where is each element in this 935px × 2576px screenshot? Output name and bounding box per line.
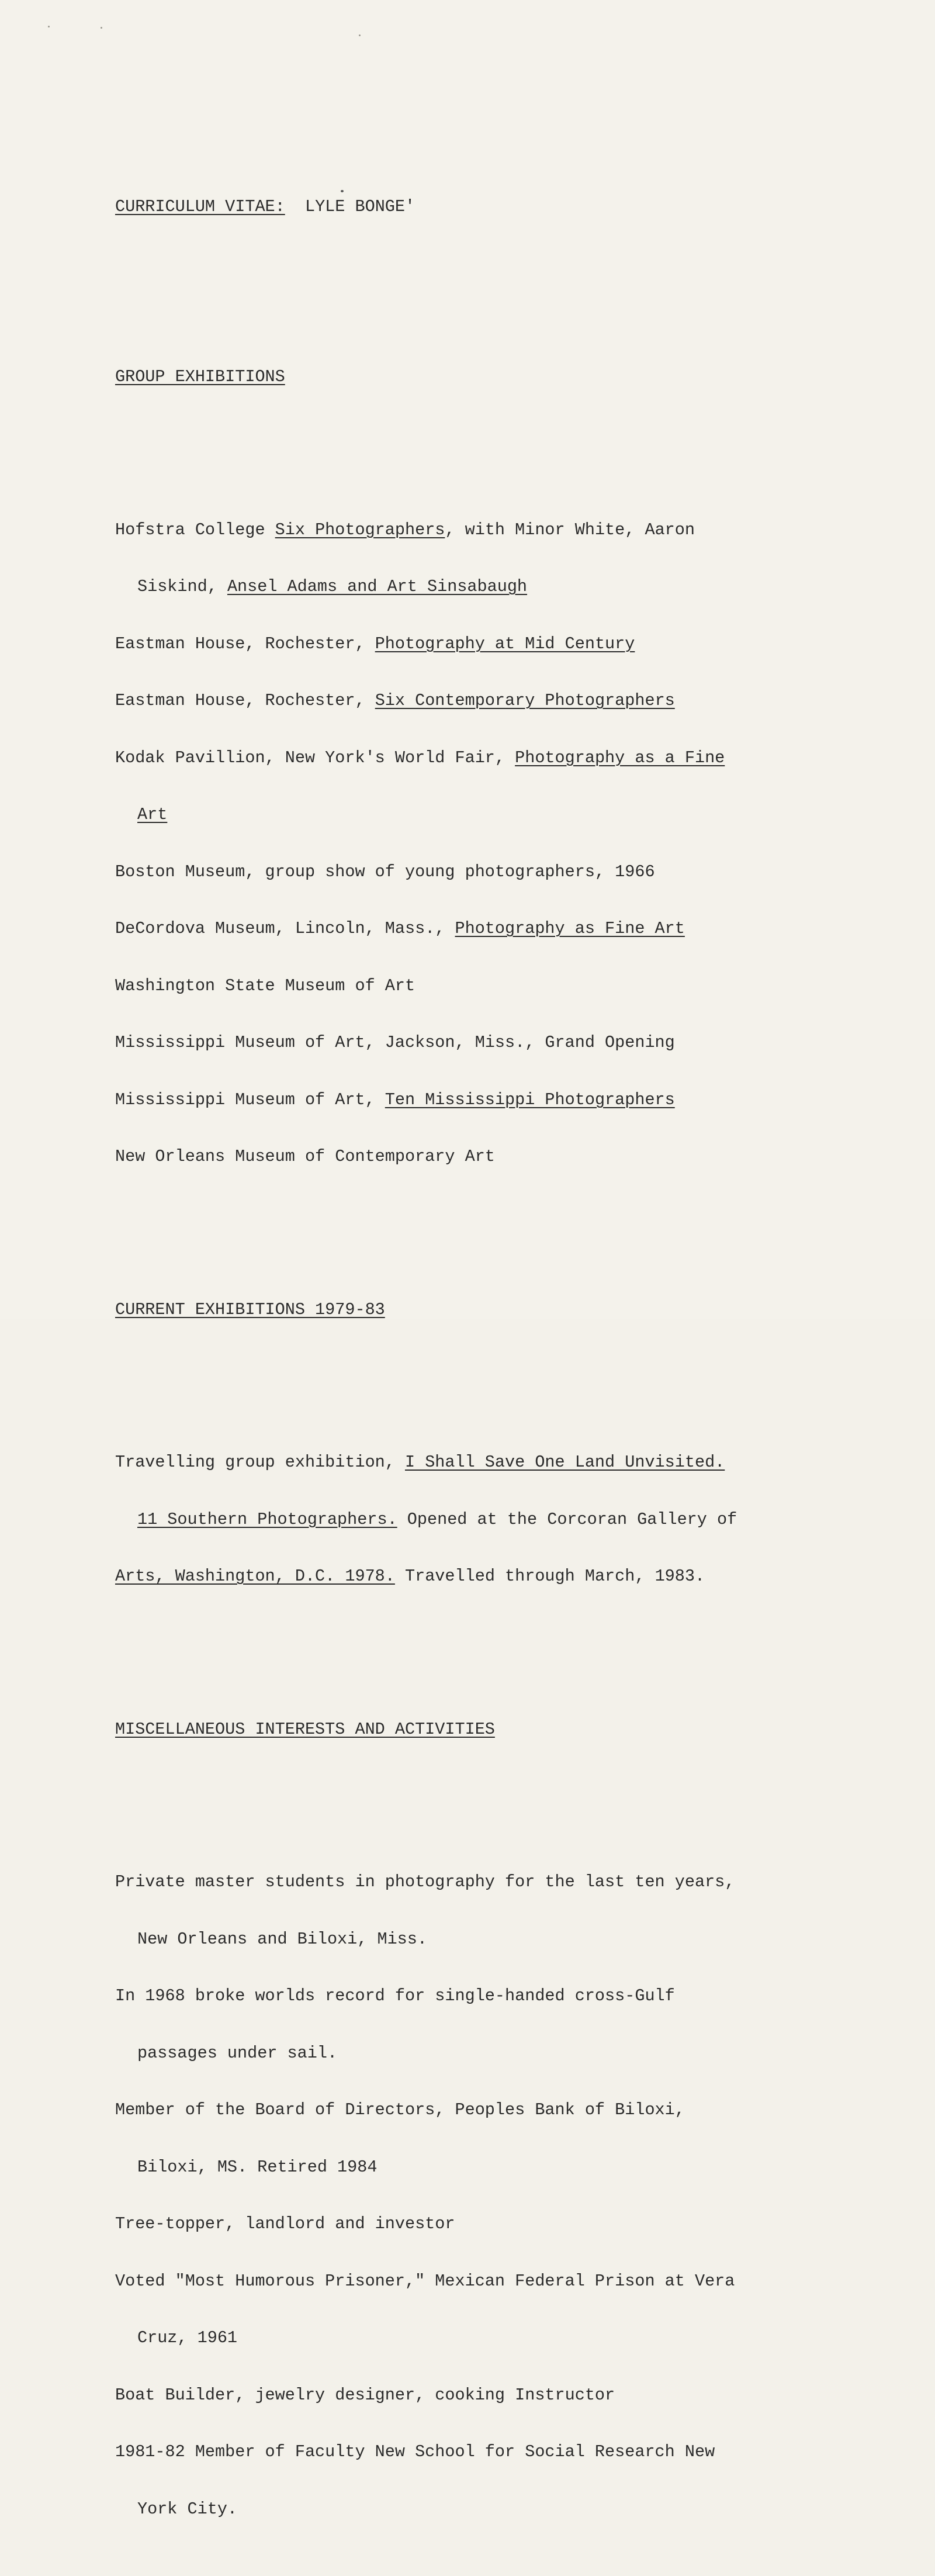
list-item: In 1968 broke worlds record for single-handed cross-Gulf bbox=[115, 1986, 675, 2006]
list-item bbox=[115, 1147, 875, 1167]
item-title: Art bbox=[137, 805, 168, 824]
spacer bbox=[115, 1223, 875, 1243]
cv-title-label: CURRICULUM VITAE: bbox=[115, 196, 285, 216]
item-title: Ten Mississippi Photographers bbox=[385, 1090, 675, 1109]
item-text: Mississippi Museum of Art, bbox=[115, 1090, 385, 1109]
list-item bbox=[115, 691, 875, 711]
list-item: York City. bbox=[137, 2499, 238, 2519]
current-exhibitions-heading bbox=[115, 1301, 875, 1320]
item-title: 11 Southern Photographers. bbox=[137, 1509, 397, 1529]
list-item bbox=[115, 919, 875, 939]
list-item bbox=[115, 749, 875, 768]
item-title: Photography as a Fine bbox=[515, 748, 725, 767]
cv-subject-name: LYLE BONGE' bbox=[304, 196, 415, 216]
item-text: New Orleans Museum of Contemporary Art bbox=[115, 1147, 495, 1166]
list-item: New Orleans and Biloxi, Miss. bbox=[137, 1929, 427, 1949]
paper-speck bbox=[101, 27, 102, 29]
item-title: Photography at Mid Century bbox=[375, 634, 635, 653]
list-item: Cruz, 1961 bbox=[137, 2328, 238, 2347]
spacer bbox=[115, 274, 875, 311]
cv-title-line bbox=[115, 198, 875, 217]
item-text: Boston Museum, group show of young photographers, 1966 bbox=[115, 862, 655, 881]
list-item bbox=[115, 1033, 875, 1053]
item-title: Six Contemporary Photographers bbox=[375, 691, 675, 710]
item-text: Washington State Museum of Art bbox=[115, 976, 415, 995]
list-item bbox=[115, 863, 875, 882]
item-title: Six Photographers bbox=[275, 520, 445, 540]
item-title: Photography as Fine Art bbox=[455, 919, 685, 938]
item-title: Ansel Adams and Art Sinsabaugh bbox=[227, 577, 528, 596]
list-item: passages under sail. bbox=[137, 2043, 338, 2063]
list-item bbox=[115, 805, 875, 825]
list-item: Boat Builder, jewelry designer, cooking Instructor bbox=[115, 2385, 615, 2405]
list-item: Member of the Board of Directors, Peoples Bank of Biloxi, bbox=[115, 2100, 685, 2119]
list-item bbox=[115, 1567, 875, 1586]
list-item: Voted "Most Humorous Prisoner," Mexican Federal Prison at Vera bbox=[115, 2271, 735, 2291]
list-item bbox=[115, 1091, 875, 1110]
item-title: Arts, Washington, D.C. 1978. bbox=[115, 1567, 395, 1586]
list-item bbox=[115, 977, 875, 996]
item-text: Eastman House, Rochester, bbox=[115, 691, 375, 710]
item-text: DeCordova Museum, Lincoln, Mass., bbox=[115, 919, 455, 938]
list-item bbox=[115, 1453, 875, 1472]
misc-heading bbox=[115, 1720, 875, 1740]
current-exhibitions-heading-text: CURRENT EXHIBITIONS 1979-83 bbox=[115, 1299, 385, 1319]
item-text: Travelled through March, 1983. bbox=[394, 1567, 705, 1586]
spacer bbox=[115, 1796, 875, 1816]
list-item bbox=[115, 521, 875, 540]
item-text: Hofstra College bbox=[115, 520, 275, 540]
list-item bbox=[115, 635, 875, 654]
paper-speck bbox=[359, 34, 361, 36]
spacer bbox=[115, 444, 875, 464]
item-text: Mississippi Museum of Art, Jackson, Miss., Grand Opening bbox=[115, 1033, 675, 1052]
spacer bbox=[115, 1377, 875, 1396]
item-text: Kodak Pavillion, New York's World Fair, bbox=[115, 748, 515, 767]
list-item: Biloxi, MS. Retired 1984 bbox=[137, 2157, 378, 2177]
item-text: Siskind, bbox=[137, 577, 227, 596]
paper-speck bbox=[48, 26, 50, 27]
group-exhibitions-heading bbox=[115, 368, 875, 387]
item-text: Opened at the Corcoran Gallery of bbox=[397, 1509, 737, 1529]
spacer bbox=[115, 1643, 875, 1663]
list-item: 1981-82 Member of Faculty New School for Social Research New bbox=[115, 2442, 715, 2461]
list-item bbox=[115, 1510, 875, 1530]
list-item: Private master students in photography for the last ten years, bbox=[115, 1872, 735, 1892]
list-item bbox=[115, 578, 875, 597]
misc-heading-text: MISCELLANEOUS INTERESTS AND ACTIVITIES bbox=[115, 1719, 495, 1739]
group-exhibitions-heading-text: GROUP EXHIBITIONS bbox=[115, 367, 285, 386]
item-text: , with Minor White, Aaron bbox=[445, 520, 695, 540]
item-text: Eastman House, Rochester, bbox=[115, 634, 375, 653]
item-title: I Shall Save One Land Unvisited. bbox=[404, 1453, 725, 1472]
cv-text bbox=[115, 140, 875, 2576]
item-text: Travelling group exhibition, bbox=[115, 1453, 405, 1472]
list-item: Tree-topper, landlord and investor bbox=[115, 2214, 455, 2233]
